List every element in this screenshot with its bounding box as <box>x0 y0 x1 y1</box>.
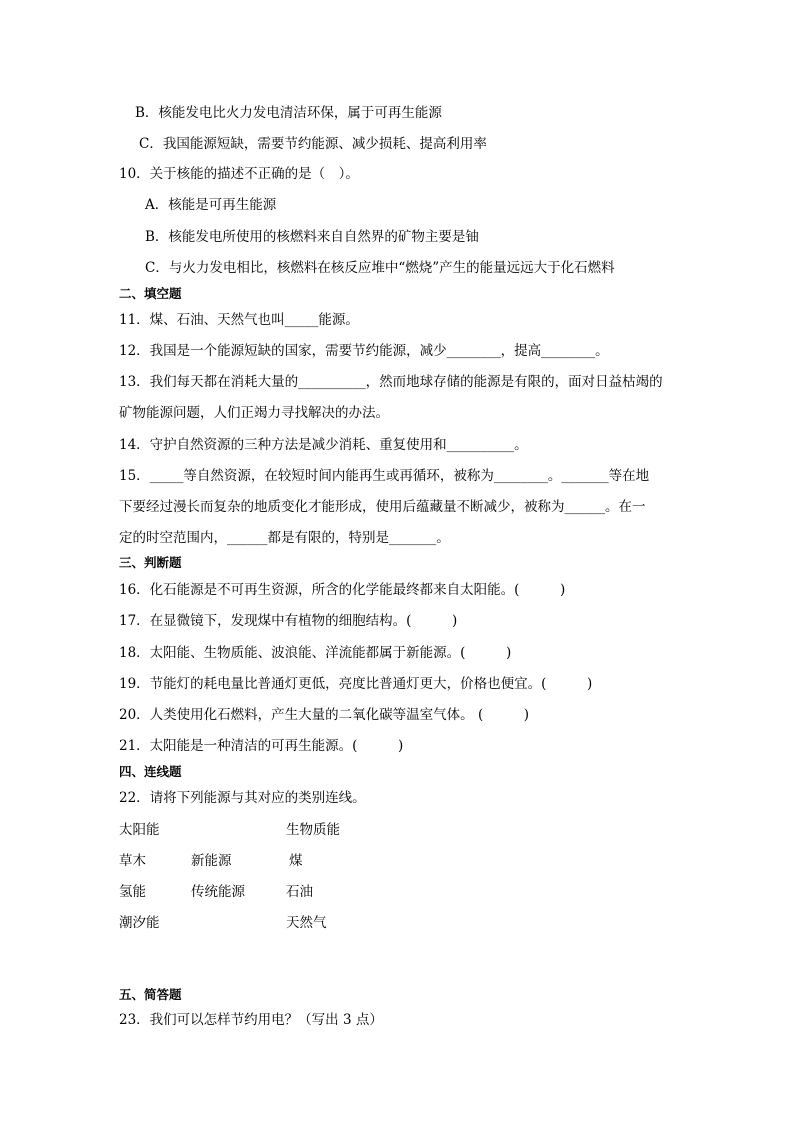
q9-option-c: C．我国能源短缺，需要节约能源、减少损耗、提高利用率 <box>139 136 487 152</box>
q20: 20．人类使用化石燃料，产生大量的二氧化碳等温室气体。 ( ) <box>119 707 530 723</box>
match-left-item[interactable]: 潮汐能 <box>119 915 160 931</box>
match-right-item[interactable]: 天然气 <box>286 915 327 931</box>
q17: 17．在显微镜下，发现煤中有植物的细胞结构。( ) <box>119 613 458 629</box>
match-middle-item[interactable]: 新能源 <box>191 853 232 869</box>
q15-line3: 定的时空范围内，______都是有限的，特别是_______。 <box>119 530 450 546</box>
q15-line2: 下要经过漫长而复杂的地质变化才能形成，使用后蕴藏量不断减少，被称为______。在一 <box>119 499 646 515</box>
section-heading-judgment: 三、判断题 <box>119 555 182 570</box>
match-left-item[interactable]: 太阳能 <box>119 822 160 838</box>
section-heading-fill-blank: 二、填空题 <box>119 286 182 301</box>
q19: 19．节能灯的耗电量比普通灯更低，亮度比普通灯更大，价格也便宜。( ) <box>119 676 593 692</box>
q18: 18．太阳能、生物质能、波浪能、洋流能都属于新能源。( ) <box>119 645 512 661</box>
q13-line1: 13．我们每天都在消耗大量的__________，然而地球存储的能源是有限的，面对日益枯竭的 <box>119 374 663 390</box>
section-heading-short-answer: 五、简答题 <box>119 987 182 1002</box>
q11: 11．煤、石油、天然气也叫_____能源。 <box>119 312 359 328</box>
q10-option-b: B．核能发电所使用的核燃料来自自然界的矿物主要是铀 <box>145 229 479 245</box>
match-right-item[interactable]: 生物质能 <box>286 822 340 838</box>
q23: 23．我们可以怎样节约用电？（写出 3 点） <box>119 1012 383 1028</box>
q16: 16．化石能源是不可再生资源，所含的化学能最终都来自太阳能。( ) <box>119 582 566 598</box>
q10-stem: 10．关于核能的描述不正确的是（ ）。 <box>119 166 359 182</box>
q10-option-c: C．与火力发电相比，核燃料在核反应堆中“燃烧”产生的能量远远大于化石燃料 <box>145 260 615 276</box>
q22: 22．请将下列能源与其对应的类别连线。 <box>119 790 366 806</box>
match-right-item[interactable]: 煤 <box>289 853 303 869</box>
match-right-item[interactable]: 石油 <box>286 884 313 900</box>
match-left-item[interactable]: 氢能 <box>119 884 146 900</box>
section-heading-matching: 四、连线题 <box>119 764 182 779</box>
match-middle-item[interactable]: 传统能源 <box>191 884 245 900</box>
match-left-item[interactable]: 草木 <box>119 853 146 869</box>
q21: 21．太阳能是一种清洁的可再生能源。( ) <box>119 738 404 754</box>
q9-option-b: B．核能发电比火力发电清洁环保，属于可再生能源 <box>135 105 442 121</box>
q14: 14．守护自然资源的三种方法是减少消耗、重复使用和__________。 <box>119 437 528 453</box>
q12: 12．我国是一个能源短缺的国家，需要节约能源，减少________，提高________。 <box>119 343 609 359</box>
q10-option-a: A．核能是可再生能源 <box>145 197 277 213</box>
q13-line2: 矿物能源问题，人们正竭力寻找解决的办法。 <box>119 405 389 421</box>
q15-line1: 15．_____等自然资源，在较短时间内能再生或再循环，被称为________。_______等在地 <box>119 468 650 484</box>
